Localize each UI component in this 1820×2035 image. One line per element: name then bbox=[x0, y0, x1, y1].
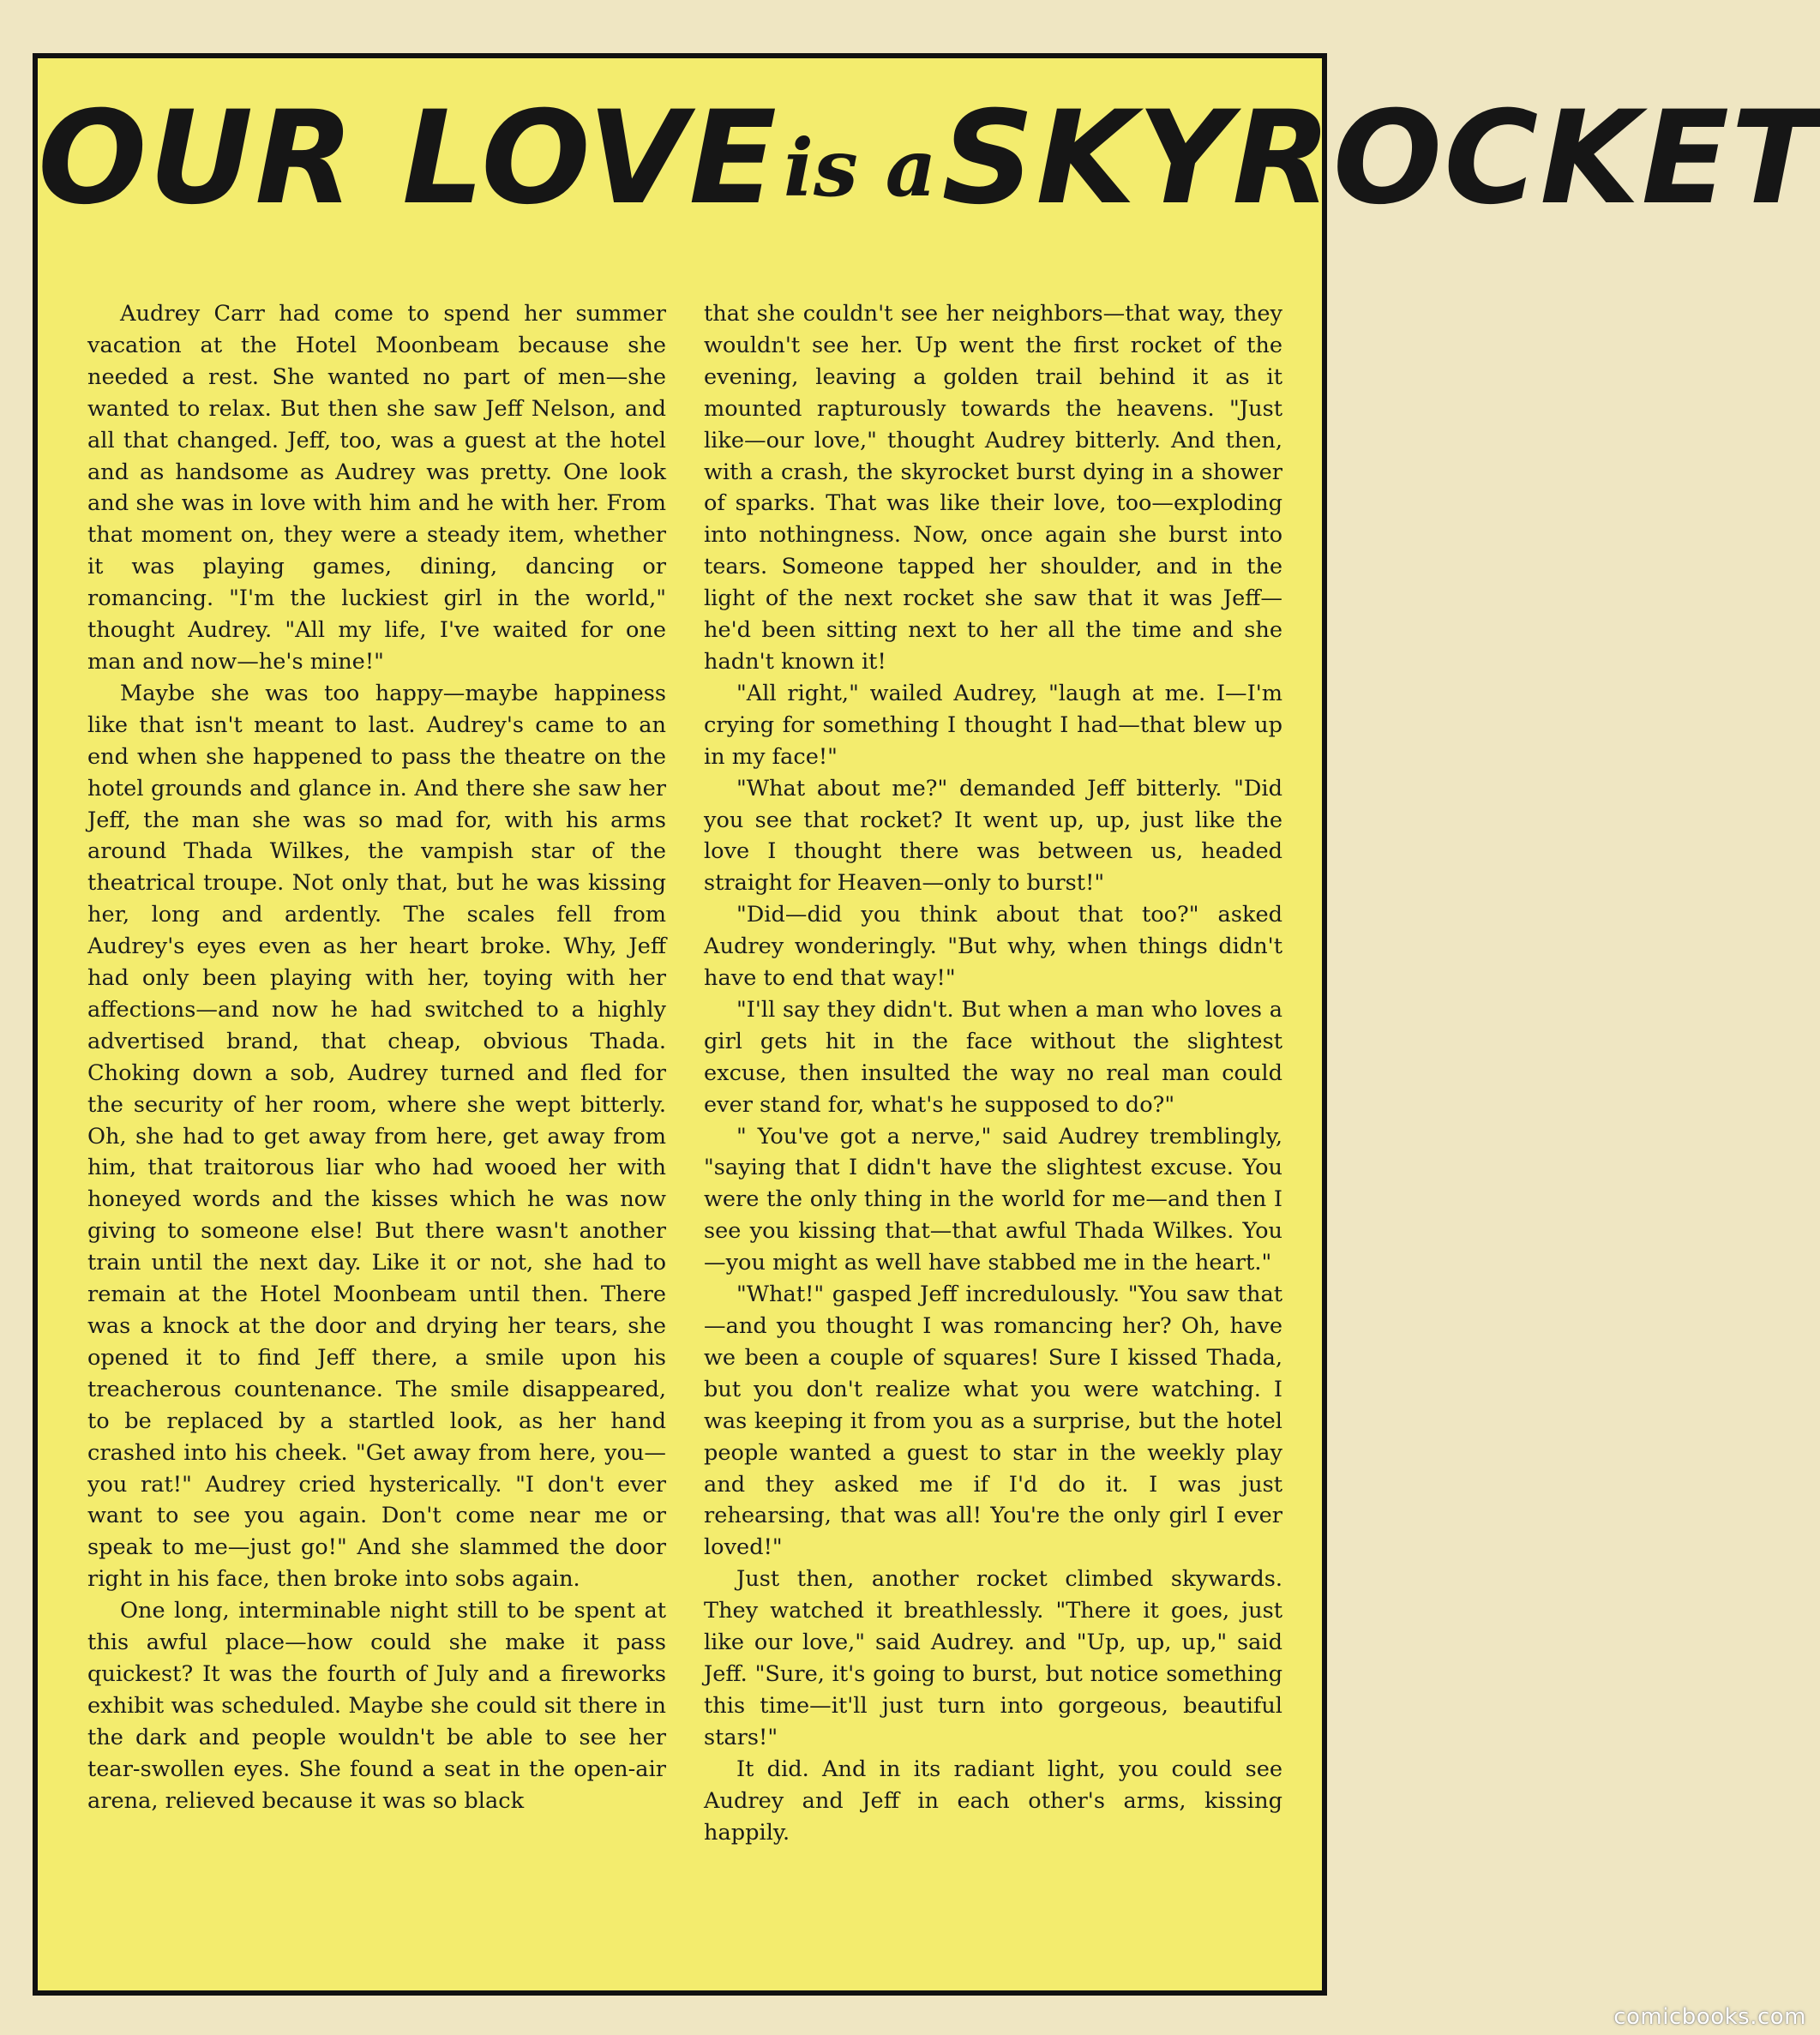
paragraph: It did. And in its radiant light, you could see Audrey and Jeff in each other's arms, kissing happily. bbox=[704, 1756, 1282, 1846]
paragraph: that she couldn't see her neighbors—that way, they wouldn't see her. Up went the first rocket of the evening, leaving a golden trail behind it as it mounted rapturously towards the heavens. "Just like—our love," thought Audrey bitterly. And then, with a crash, the skyrocket burst dying in a shower of sparks. That was like their love, too—exploding into nothingness. Now, once again she burst into tears. Someone tapped her shoulder, and in the light of the next rocket she saw that it was Jeff—he'd been sitting next to her all the time and she hadn't known it! bbox=[704, 301, 1282, 675]
title-skyrocket: SKYROCKET bbox=[941, 84, 1820, 233]
title-is-a: is a bbox=[784, 122, 937, 214]
paragraph: "I'll say they didn't. But when a man who loves a girl gets hit in the face without the slightest excuse, then insulted the way no real man could ever stand for, what's he supposed to do?" bbox=[704, 996, 1282, 1118]
paragraph: "All right," wailed Audrey, "laugh at me. I—I'm crying for something I thought I had—that blew up in my face!" bbox=[704, 680, 1282, 770]
paragraph: "Did—did you think about that too?" asked Audrey wonderingly. "But why, when things didn't have to end that way!" bbox=[704, 902, 1282, 992]
story-title bbox=[38, 84, 1820, 281]
watermark: comicbooks.com bbox=[1613, 2004, 1806, 2030]
paragraph: Maybe she was too happy—maybe happiness like that isn't meant to last. Audrey's came to an end when she happened to pass the theatre on the hotel grounds and glance in. And there she saw her Jeff, the man she was so mad for, with his arms around Thada Wilkes, the vampish star of the theatrical troupe. Not only that, but he was kissing her, long and ardently. The scales fell from Audrey's eyes even as her heart broke. Why, Jeff had only been playing with her, toying with her affections—and now he had switched to a highly advertised brand, that cheap, obvious Thada. Choking down a sob, Audrey turned and fled for the security of her room, where she wept bitterly. Oh, she had to get away from here, get away from him, that traitorous liar who had wooed her with honeyed words and the kisses which he was now giving to someone else! But there wasn't another train until the next day. Like it or not, she had to remain at the Hotel Moonbeam until then. There was a knock at the door and drying her tears, she opened it to find Jeff there, a smile upon his treacherous countenance. The smile disappeared, to be replaced by a startled look, as her hand crashed into his cheek. "Get away from here, you—you rat!" Audrey cried hysterically. "I don't ever want to see you again. Don't come near me or speak to me—just go!" And she slammed the door right in his face, then broke into sobs again. bbox=[87, 680, 666, 1593]
paragraph: "What!" gasped Jeff incredulously. "You saw that—and you thought I was romancing her? Oh, have we been a couple of squares! Sure I kissed Thada, but you don't realize what you were watching. I was keeping it from you as a surprise, but the hotel people wanted a guest to star in the weekly play and they asked me if I'd do it. I was just rehearsing, that was all! You're the only girl I ever loved!" bbox=[704, 1282, 1282, 1561]
paragraph: "What about me?" demanded Jeff bitterly. "Did you see that rocket? It went up, up, just like the love I thought there was between us, headed straight for Heaven—only to burst!" bbox=[704, 775, 1282, 897]
paragraph: " You've got a nerve," said Audrey tremblingly, "saying that I didn't have the slightest excuse. You were the only thing in the world for me—and then I see you kissing that—that awful Thada Wilkes. You—you might as well have stabbed me in the heart." bbox=[704, 1123, 1282, 1276]
text-columns bbox=[87, 298, 1282, 1956]
story-page bbox=[33, 53, 1820, 1996]
paragraph: Audrey Carr had come to spend her summer vacation at the Hotel Moonbeam because she needed a rest. She wanted no part of men—she wanted to relax. But then she saw Jeff Nelson, and all that changed. Jeff, too, was a guest at the hotel and as handsome as Audrey was pretty. One look and she was in love with him and he with her. From that moment on, they were a steady item, whether it was playing games, dining, dancing or romancing. "I'm the luckiest girl in the world," thought Audrey. "All my life, I've waited for one man and now—he's mine!" bbox=[87, 301, 666, 675]
right-column bbox=[704, 298, 1282, 1956]
paragraph: One long, interminable night still to be spent at this awful place—how could she make it pass quickest? It was the fourth of July and a fireworks exhibit was scheduled. Maybe she could sit there in the dark and people wouldn't be able to see her tear-swollen eyes. She found a seat in the open-air arena, relieved because it was so black bbox=[87, 1598, 666, 1814]
title-our-love: OUR LOVE bbox=[38, 84, 778, 233]
left-column bbox=[87, 298, 666, 1956]
paragraph: Just then, another rocket climbed skywards. They watched it breathlessly. "There it goes, just like our love," said Audrey. and "Up, up, up," said Jeff. "Sure, it's going to burst, but notice something this time—it'll just turn into gorgeous, beautiful stars!" bbox=[704, 1566, 1282, 1750]
